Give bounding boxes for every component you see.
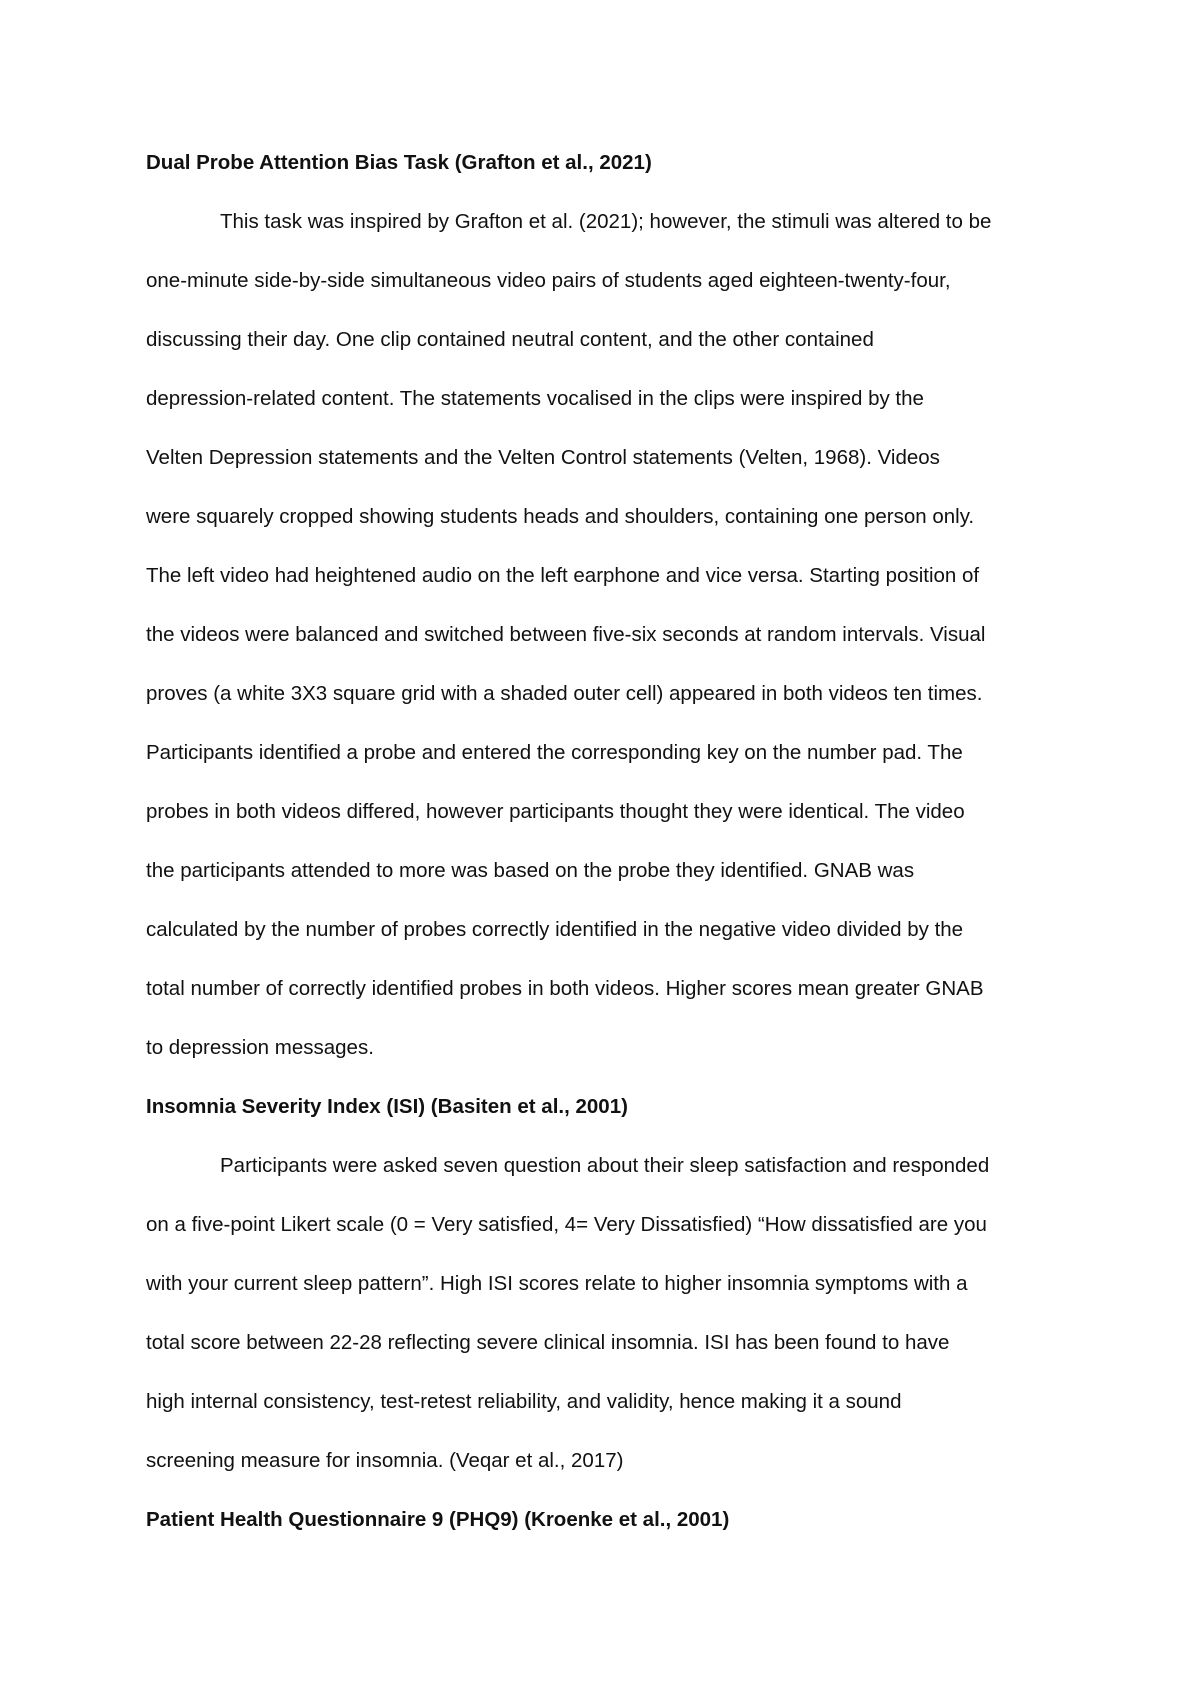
paragraph-line: with your current sleep pattern”. High ISI scores relate to higher insomnia symptoms with a [146,1272,968,1295]
section-heading-phq9: Patient Health Questionnaire 9 (PHQ9) (Kroenke et al., 2001) [146,1508,730,1531]
paragraph-line: total number of correctly identified probes in both videos. Higher scores mean greater GNAB [146,977,984,1000]
paragraph-line: Participants identified a probe and entered the corresponding key on the number pad. The [146,741,963,764]
paragraph-line: the participants attended to more was based on the probe they identified. GNAB was [146,859,915,882]
paragraph-line: screening measure for insomnia. (Veqar et al., 2017) [146,1449,624,1472]
paragraph-line: The left video had heightened audio on the left earphone and vice versa. Starting position of [146,564,980,587]
paragraph-line: total score between 22-28 reflecting severe clinical insomnia. ISI has been found to have [146,1331,950,1354]
paragraph-line: calculated by the number of probes correctly identified in the negative video divided by the [146,918,964,941]
section-heading-dual-probe: Dual Probe Attention Bias Task (Grafton et al., 2021) [146,151,652,174]
paragraph-line: high internal consistency, test-retest reliability, and validity, hence making it a sound [146,1390,902,1413]
paragraph-line: discussing their day. One clip contained neutral content, and the other contained [146,328,874,351]
paragraph-line: proves (a white 3X3 square grid with a shaded outer cell) appeared in both videos ten times. [146,682,983,705]
paragraph-line: Velten Depression statements and the Velten Control statements (Velten, 1968). Videos [146,446,940,469]
paragraph-line: the videos were balanced and switched between five-six seconds at random intervals. Visual [146,623,986,646]
paragraph-line: were squarely cropped showing students heads and shoulders, containing one person only. [146,505,975,528]
paragraph-line: one-minute side-by-side simultaneous video pairs of students aged eighteen-twenty-four, [146,269,951,292]
paragraph-line: Participants were asked seven question about their sleep satisfaction and responded [220,1154,990,1177]
paragraph-line: This task was inspired by Grafton et al. (2021); however, the stimuli was altered to be [220,210,992,233]
paragraph-line: probes in both videos differed, however participants thought they were identical. The video [146,800,965,823]
section-heading-isi: Insomnia Severity Index (ISI) (Basiten et al., 2001) [146,1095,628,1118]
paragraph-line: on a five-point Likert scale (0 = Very satisfied, 4= Very Dissatisfied) “How dissatisfied are you [146,1213,987,1236]
paragraph-line: to depression messages. [146,1036,374,1059]
paragraph-line: depression-related content. The statements vocalised in the clips were inspired by the [146,387,924,410]
